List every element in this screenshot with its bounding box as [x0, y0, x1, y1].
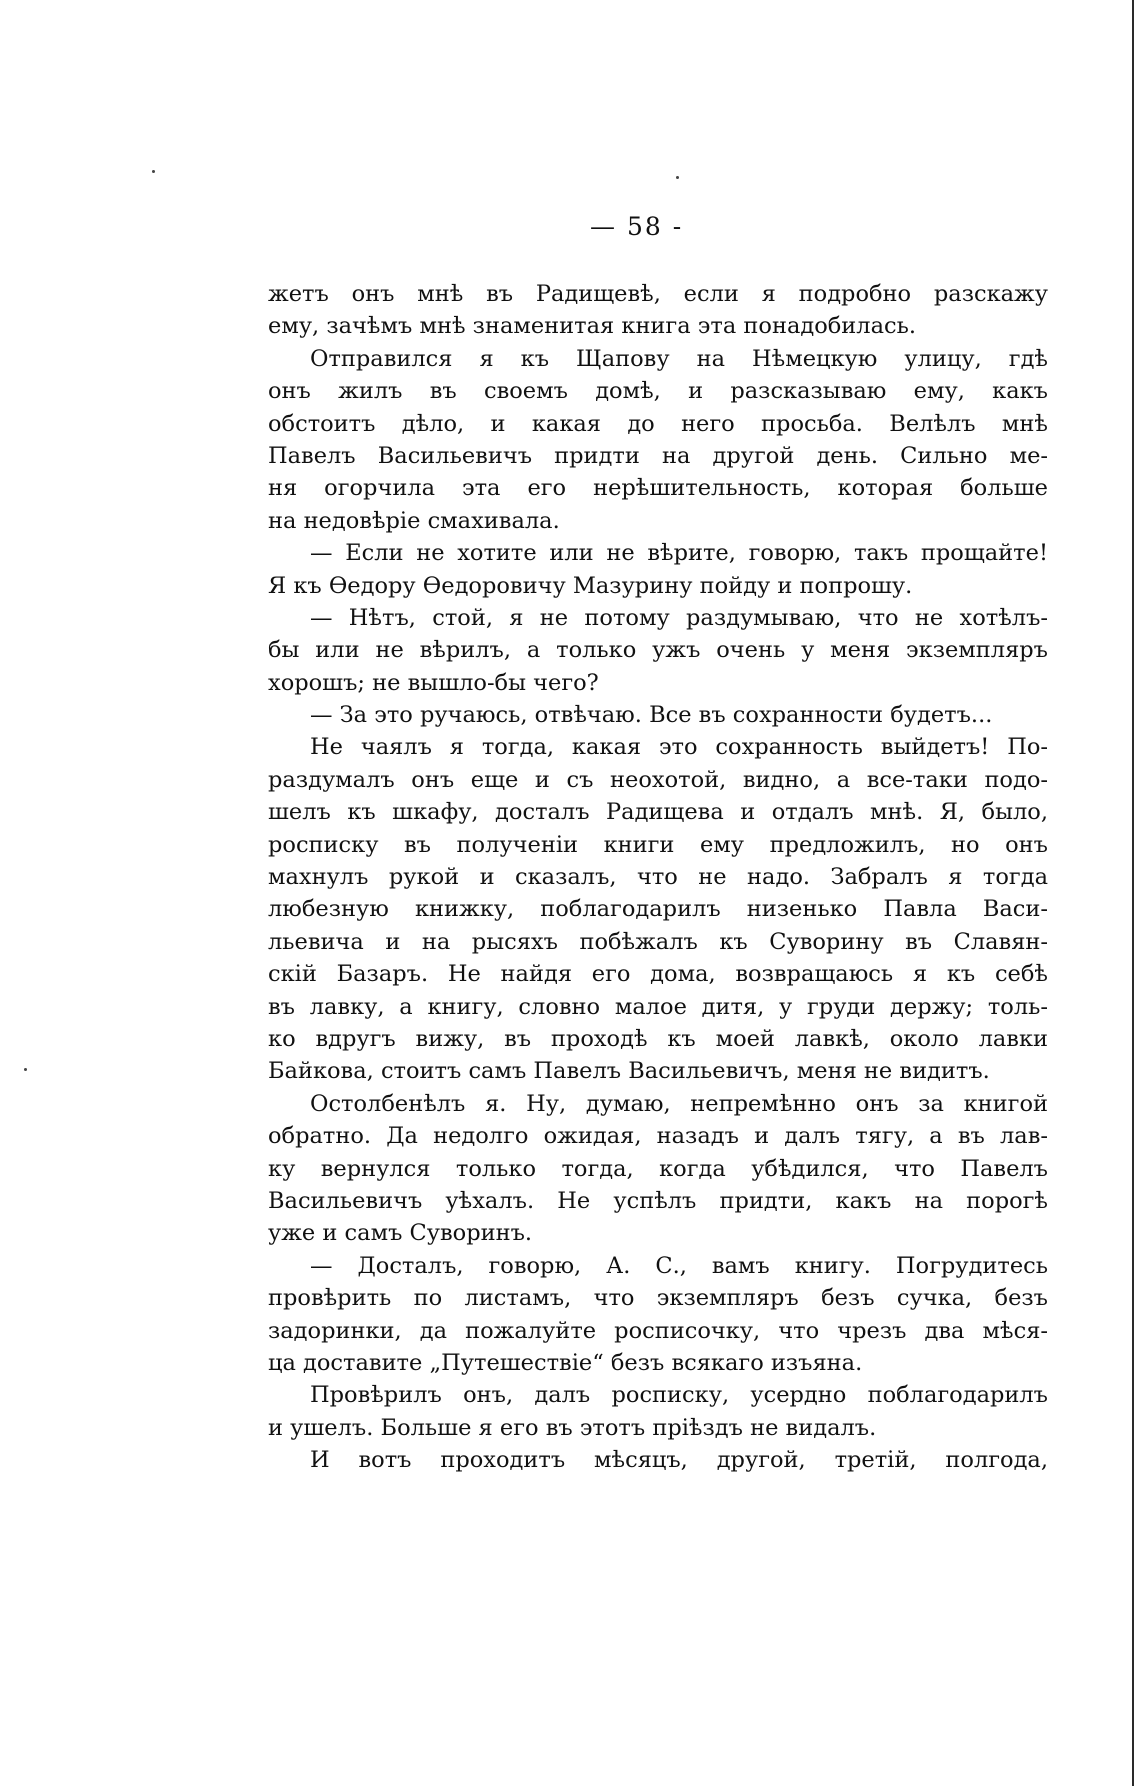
text-line: Павелъ Васильевичъ придти на другой день. Сильно ме- [268, 442, 1048, 469]
text-line: на недовѣріе смахивала. [268, 507, 560, 534]
text-line: уже и самъ Суворинъ. [268, 1220, 533, 1247]
text-line: И вотъ проходитъ мѣсяцъ, другой, третій, полгода, [310, 1447, 1048, 1474]
text-line: Отправился я къ Щапову на Нѣмецкую улицу, гдѣ [310, 345, 1048, 372]
text-line: ку вернулся только тогда, когда убѣдился, что Павелъ [268, 1155, 1048, 1182]
text-line: — Досталъ, говорю, А. С., вамъ книгу. Погрудитесь [310, 1252, 1048, 1279]
scan-speck [24, 1068, 27, 1071]
text-line: махнулъ рукой и сказалъ, что не надо. Забралъ я тогда [268, 864, 1048, 891]
text-line: — Если не хотите или не вѣрите, говорю, такъ прощайте! [310, 540, 1048, 567]
text-line: обратно. Да недолго ожидая, назадъ и далъ тягу, а въ лав- [268, 1123, 1048, 1150]
text-line: раздумалъ онъ еще и съ неохотой, видно, а все-таки подо- [268, 766, 1048, 793]
text-line: Байкова, стоитъ самъ Павелъ Васильевичъ, меня не видитъ. [268, 1058, 990, 1085]
text-line: скій Базаръ. Не найдя его дома, возвращаюсь я къ себѣ [268, 961, 1048, 988]
page-number: — 58 - [590, 212, 684, 241]
text-line: Остолбенѣлъ я. Ну, думаю, непремѣнно онъ за книгой [310, 1090, 1048, 1117]
text-line: хорошъ; не вышло-бы чего? [268, 669, 599, 696]
text-line: ня огорчила эта его нерѣшительность, которая больше [268, 475, 1048, 502]
text-line: ца доставите „Путешествіе“ безъ всякаго изъяна. [268, 1349, 863, 1376]
text-line: Я къ Өедору Өедоровичу Мазурину пойду и попрошу. [268, 572, 913, 599]
text-line: въ лавку, а книгу, словно малое дитя, у груди держу; толь- [268, 993, 1048, 1020]
text-line: льевича и на рысяхъ побѣжалъ къ Суворину въ Славян- [268, 928, 1048, 955]
text-line: — За это ручаюсь, отвѣчаю. Все въ сохранности будетъ... [310, 702, 993, 729]
scan-speck [152, 170, 155, 173]
text-line: росписку въ полученіи книги ему предложилъ, но онъ [268, 831, 1048, 858]
text-line: и ушелъ. Больше я его въ этотъ пріѣздъ не видалъ. [268, 1414, 877, 1441]
text-line: бы или не вѣрилъ, а только ужъ очень у меня экземпляръ [268, 637, 1048, 664]
text-line: ко вдругъ вижу, въ проходѣ къ моей лавкѣ, около лавки [268, 1025, 1048, 1052]
text-line: жетъ онъ мнѣ въ Радищевѣ, если я подробно разскажу [268, 281, 1048, 307]
text-line: — Нѣтъ, стой, я не потому раздумываю, что не хотѣлъ- [310, 604, 1048, 631]
text-line: обстоитъ дѣло, и какая до него просьба. Велѣлъ мнѣ [268, 410, 1048, 437]
text-line: задоринки, да пожалуйте росписочку, что чрезъ два мѣся- [268, 1317, 1048, 1344]
text-line: Не чаялъ я тогда, какая это сохранность выйдетъ! По- [310, 734, 1048, 761]
text-line: Васильевичъ уѣхалъ. Не успѣлъ придти, какъ на порогѣ [268, 1187, 1048, 1214]
text-line: Провѣрилъ онъ, далъ росписку, усердно поблагодарилъ [310, 1382, 1048, 1409]
text-line: любезную книжку, поблагодарилъ низенько Павла Васи- [268, 896, 1048, 923]
text-line: провѣрить по листамъ, что экземпляръ безъ сучка, безъ [268, 1285, 1048, 1312]
body-text [268, 278, 1048, 1476]
text-line: ему, зачѣмъ мнѣ знаменитая книга эта понадобилась. [268, 313, 917, 340]
text-line: онъ жилъ въ своемъ домѣ, и разсказываю ему, какъ [268, 378, 1048, 405]
text-line: шелъ къ шкафу, досталъ Радищева и отдалъ мнѣ. Я, было, [268, 799, 1048, 826]
scan-edge-line [1132, 0, 1134, 1786]
scan-speck [676, 176, 679, 179]
